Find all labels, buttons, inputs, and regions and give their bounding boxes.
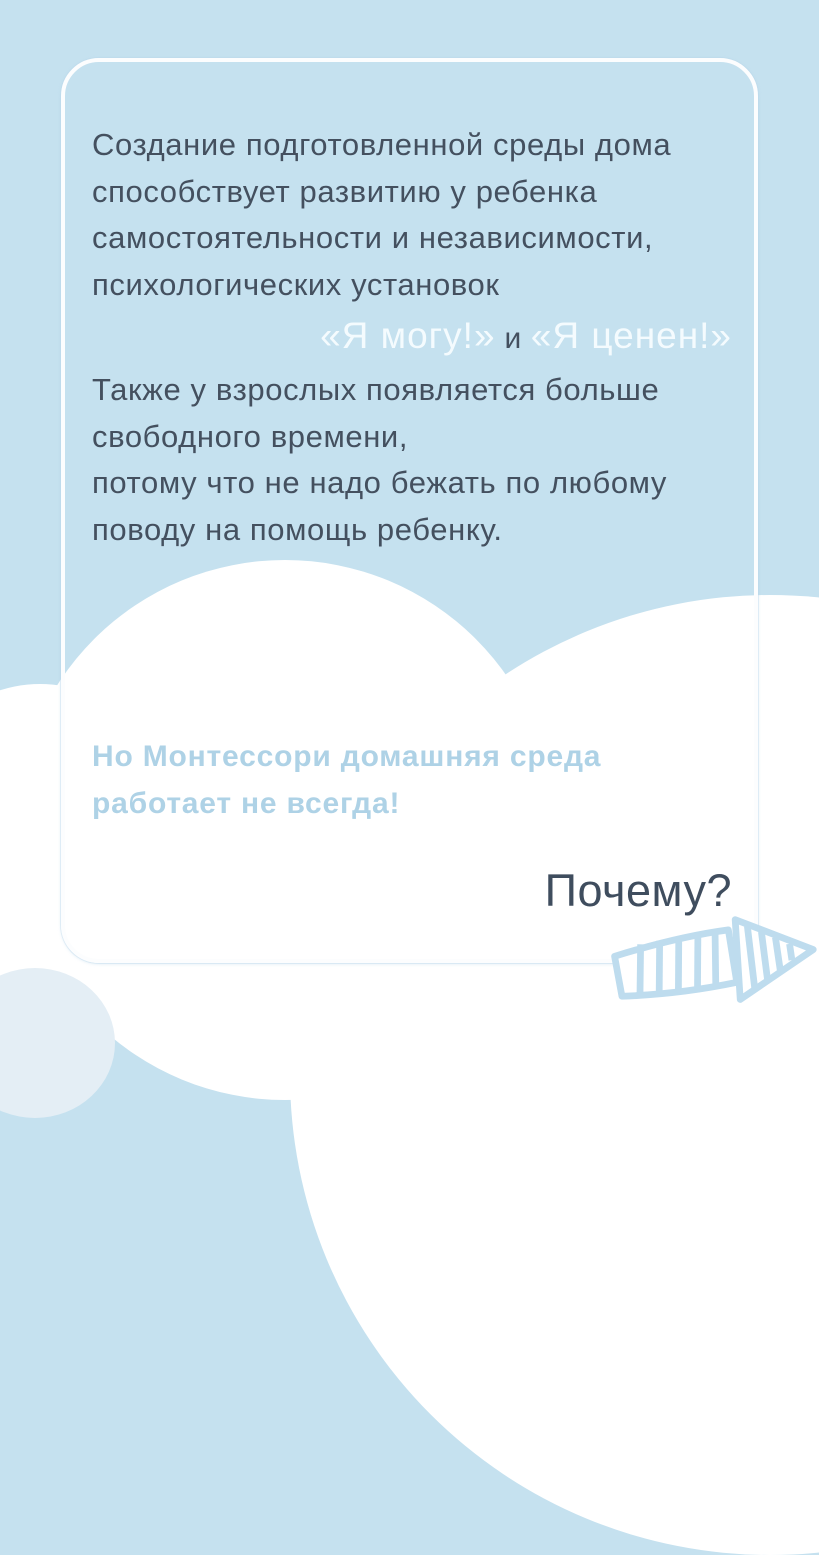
- quote-conjunction: и: [504, 322, 522, 355]
- paragraph-line: способствует развитию у ребенка: [92, 173, 598, 209]
- quote-conjunction: [522, 322, 531, 355]
- paragraph-line: психологических установок: [92, 266, 500, 302]
- main-text-block: [92, 122, 732, 553]
- highlight-heading: [92, 733, 712, 827]
- paragraph-line: самостоятельности и независимости,: [92, 220, 654, 255]
- paragraph-line: Создание подготовленной среды дома: [92, 127, 672, 162]
- quote-line: [92, 308, 732, 367]
- heading-line: работает не всегда!: [92, 787, 401, 820]
- arrow-right-icon: [604, 907, 819, 1023]
- arrow-right-svg: [604, 907, 819, 1023]
- quote-part-2: «Я ценен!»: [530, 315, 732, 356]
- paragraph-line: Также у взрослых появляется больше: [92, 372, 660, 407]
- paragraph-line: потому что не надо бежать по любому: [92, 465, 668, 500]
- paragraph-line: свободного времени,: [92, 418, 409, 454]
- paragraph-line: поводу на помощь ребенку.: [92, 511, 503, 547]
- question-text: Почему?: [544, 865, 732, 916]
- quote-part-1: «Я могу!»: [320, 315, 496, 356]
- heading-line: Но Монтессори домашняя среда: [92, 740, 602, 773]
